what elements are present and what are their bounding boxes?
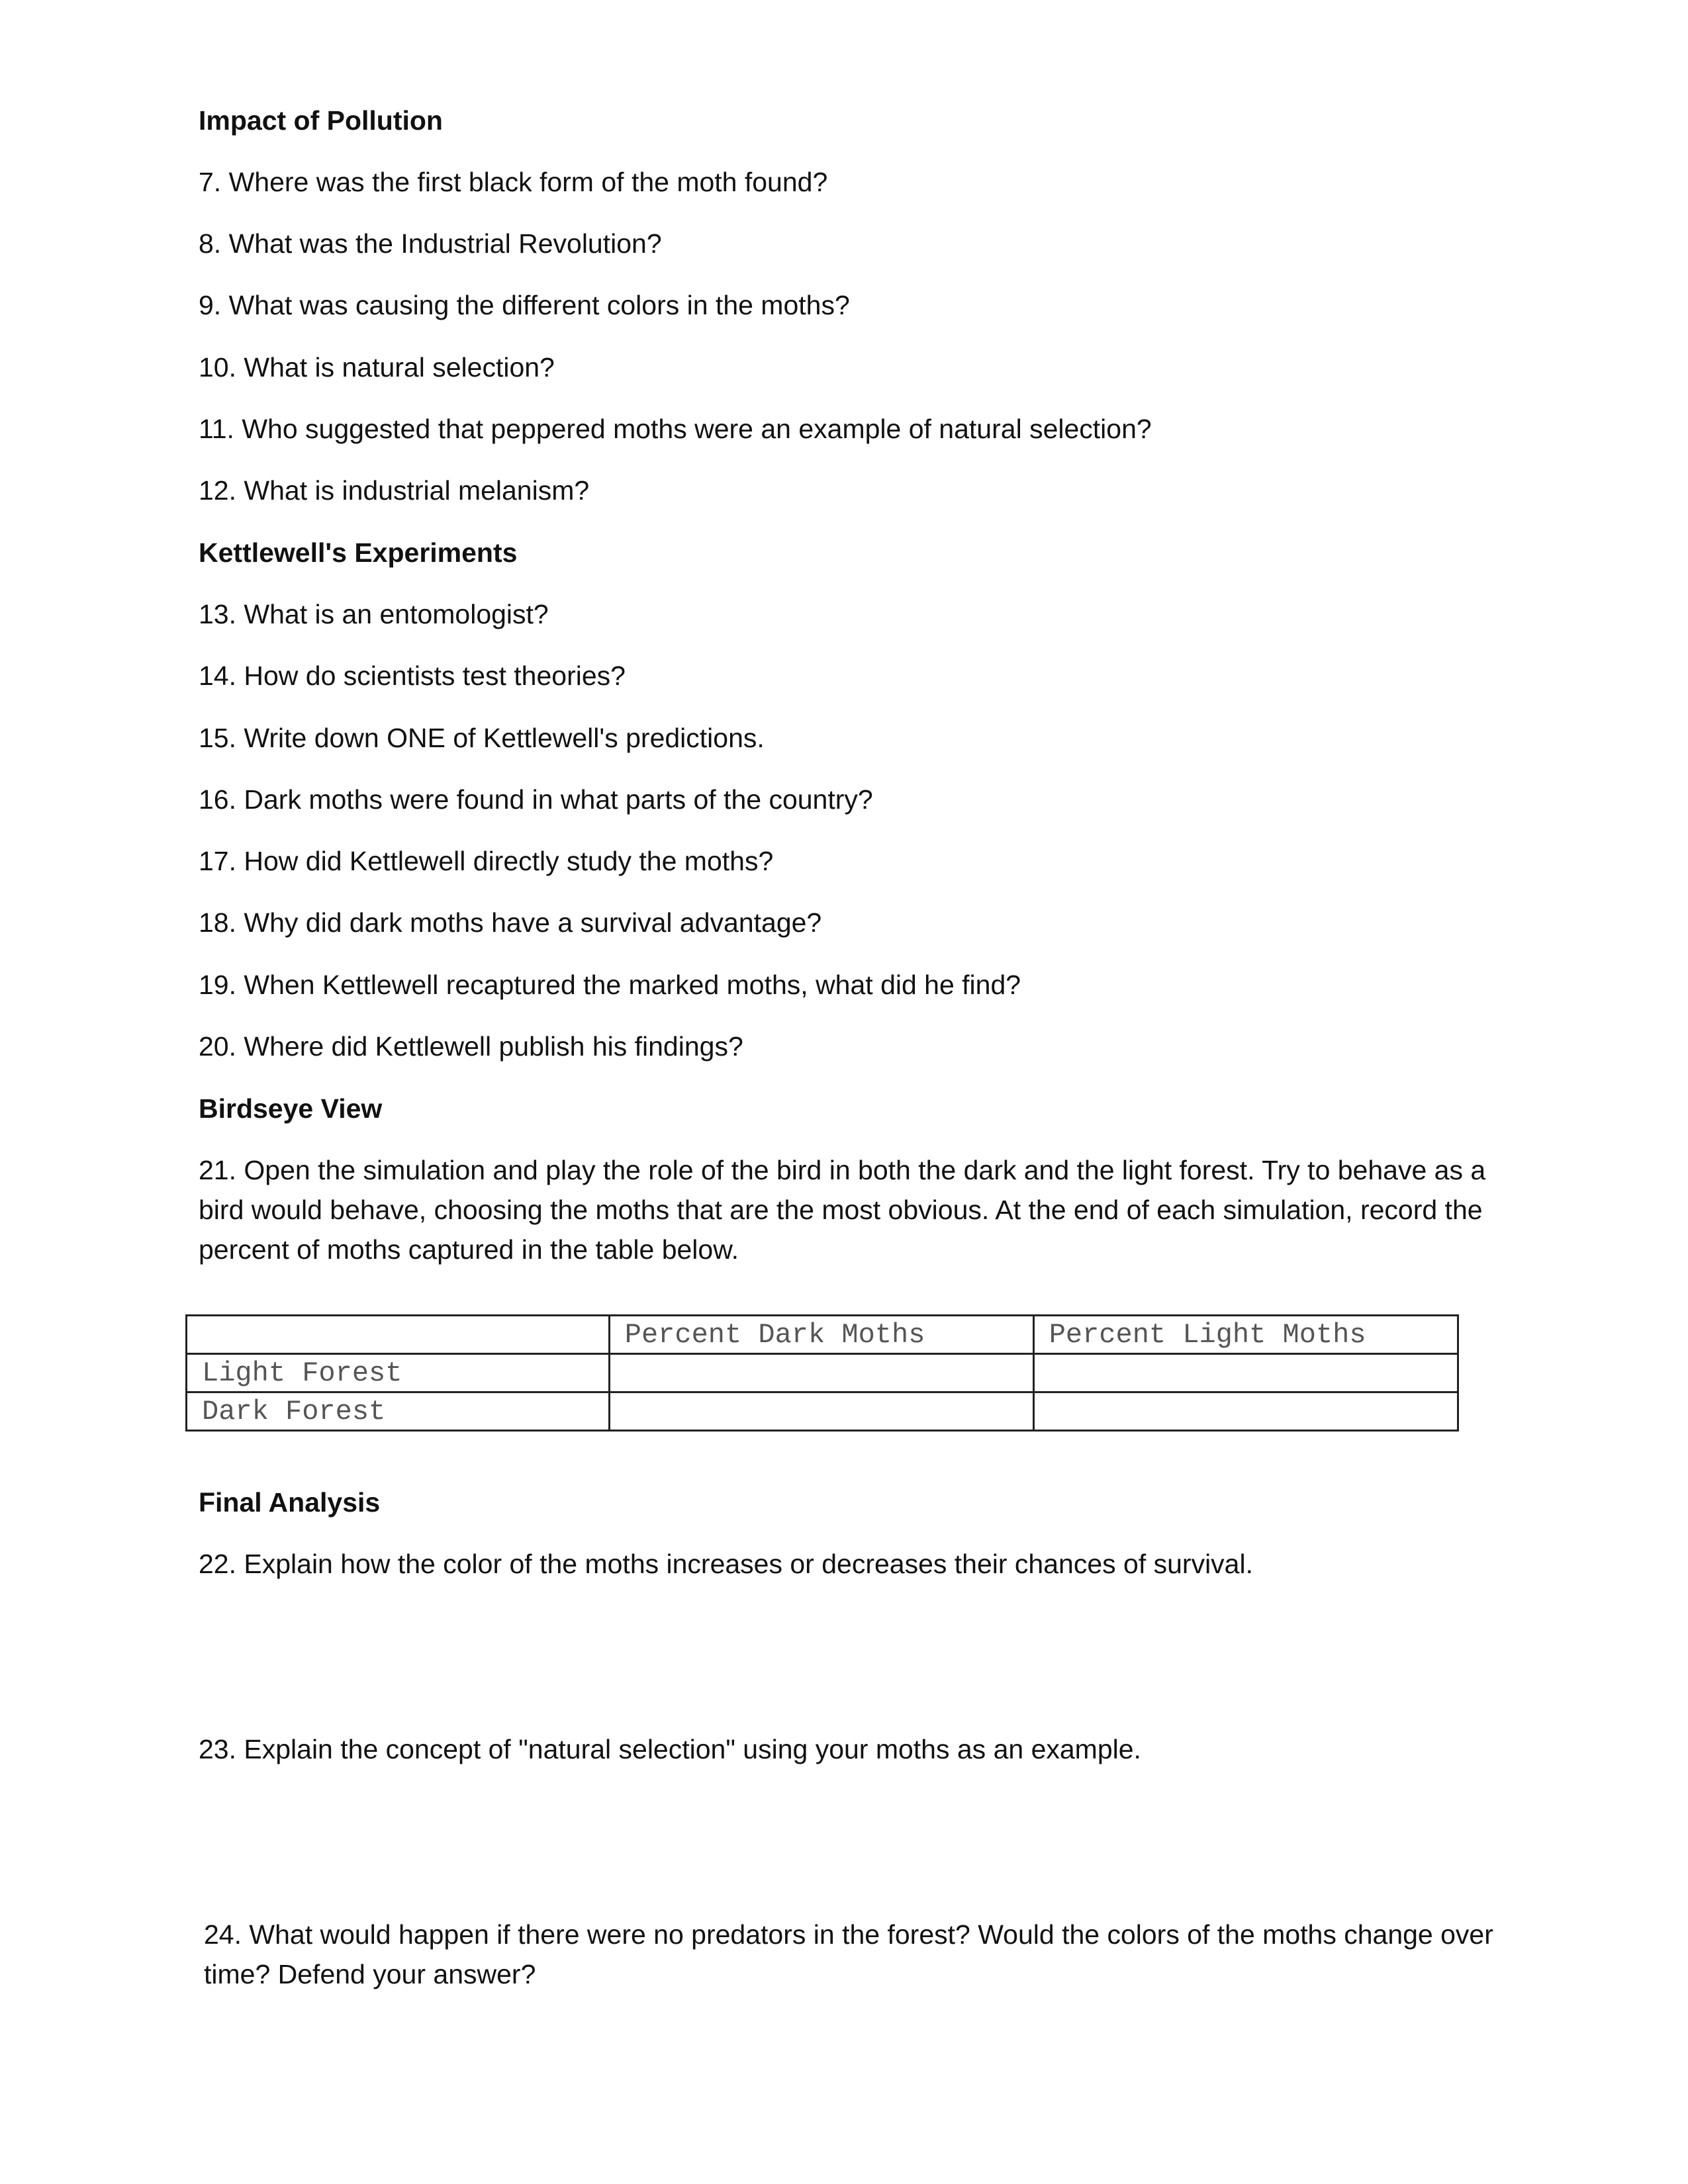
question-12: 12. What is industrial melanism?	[199, 475, 590, 506]
question-18: 18. Why did dark moths have a survival advantage?	[199, 907, 822, 938]
question-15: 15. Write down ONE of Kettlewell's predictions.	[199, 723, 765, 753]
question-7: 7. Where was the first black form of the moth found?	[199, 167, 828, 197]
table-cell-dark-percent[interactable]	[609, 1392, 1033, 1431]
question-16: 16. Dark moths were found in what parts of the country?	[199, 784, 873, 815]
section-heading-birdseye: Birdseye View	[199, 1093, 383, 1124]
question-21: 21. Open the simulation and play the role of the bird in both the dark and the light forest. Try to behave as a bird would behave, choosing the moths that are the most obvious. At the end of each simulation, record the percent of moths captured in the table below.	[199, 1155, 1486, 1265]
question-20: 20. Where did Kettlewell publish his findings?	[199, 1031, 743, 1062]
question-19: 19. When Kettlewell recaptured the marked moths, what did he find?	[199, 970, 1021, 1000]
question-13: 13. What is an entomologist?	[199, 599, 549, 629]
table-header-cell: Percent Light Moths	[1033, 1316, 1458, 1354]
table-cell-light-percent[interactable]	[1033, 1392, 1458, 1431]
question-10: 10. What is natural selection?	[199, 352, 555, 383]
table-row-label: Light Forest	[187, 1354, 610, 1392]
section-heading-kettlewell: Kettlewell's Experiments	[199, 537, 518, 568]
question-17: 17. How did Kettlewell directly study the moths?	[199, 846, 774, 876]
section-heading-pollution: Impact of Pollution	[199, 105, 443, 136]
table-header-cell: Percent Dark Moths	[609, 1316, 1033, 1354]
question-23: 23. Explain the concept of "natural selection" using your moths as an example.	[199, 1734, 1141, 1764]
table-row	[187, 1354, 1458, 1392]
table-row-label: Dark Forest	[187, 1392, 610, 1431]
question-11: 11. Who suggested that peppered moths were an example of natural selection?	[199, 414, 1152, 444]
table-cell-dark-percent[interactable]	[609, 1354, 1033, 1392]
moth-capture-table	[185, 1314, 1459, 1432]
section-heading-final: Final Analysis	[199, 1487, 381, 1518]
question-9: 9. What was causing the different colors in the moths?	[199, 290, 850, 320]
table-header-row	[187, 1316, 1458, 1354]
table-cell-light-percent[interactable]	[1033, 1354, 1458, 1392]
question-14: 14. How do scientists test theories?	[199, 660, 626, 691]
question-24: 24. What would happen if there were no predators in the forest? Would the colors of the moths change over time? Defend your answer?	[204, 1919, 1493, 1989]
table-row	[187, 1392, 1458, 1431]
table-header-cell	[187, 1316, 610, 1354]
question-22: 22. Explain how the color of the moths increases or decreases their chances of survival.	[199, 1549, 1253, 1579]
question-8: 8. What was the Industrial Revolution?	[199, 228, 662, 259]
